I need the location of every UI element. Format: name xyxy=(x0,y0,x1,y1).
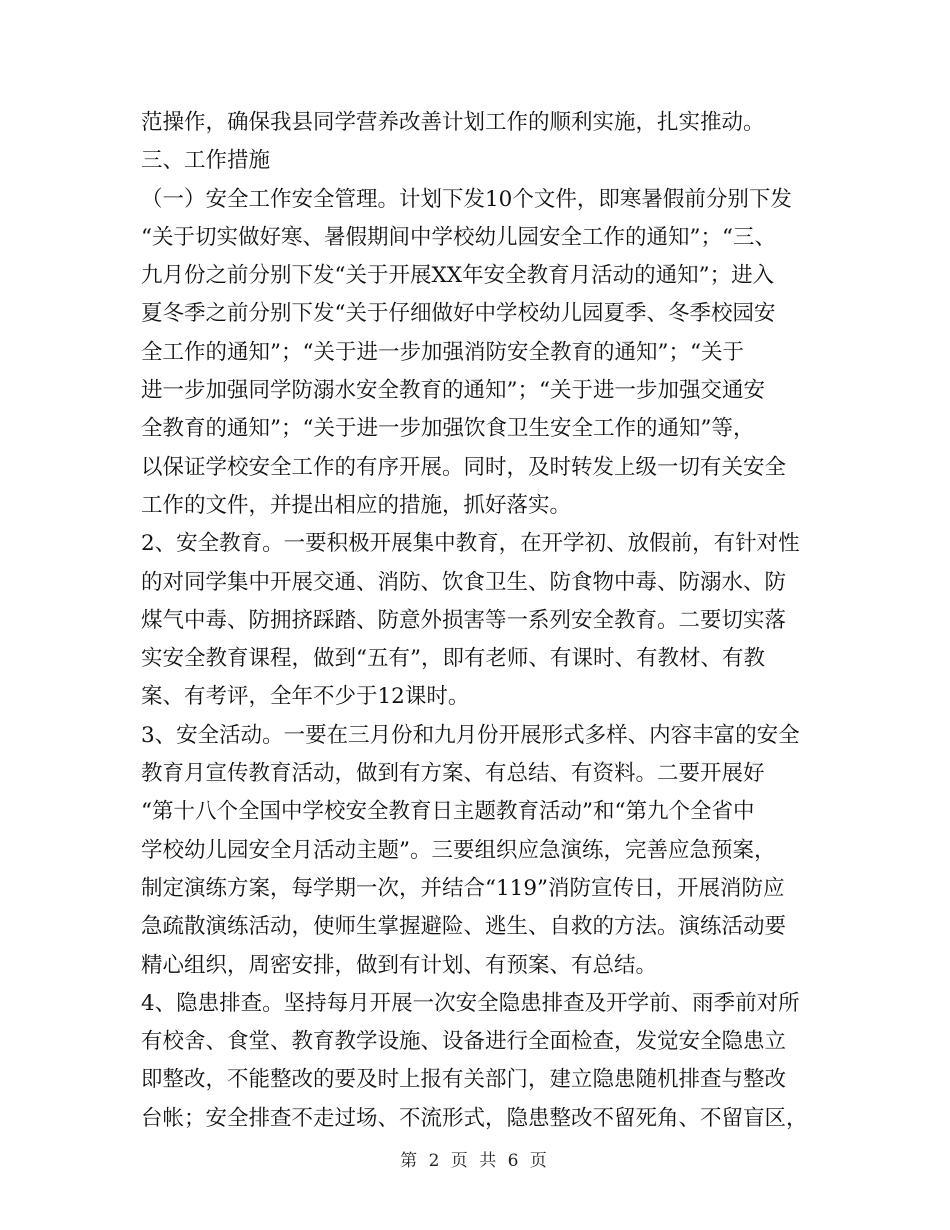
text-line: 教育月宣传教育活动，做到有方案、有总结、有资料。二要开展好 xyxy=(141,761,765,787)
text-line: 即整改，不能整改的要及时上报有关部门，建立隐患随机排查与整改 xyxy=(141,1067,787,1093)
text-line: 九月份之前分别下发“关于开展XX年安全教育月活动的通知”；进入 xyxy=(141,263,775,289)
text-line: 的对同学集中开展交通、消防、饮食卫生、防食物中毒、防溺水、防 xyxy=(141,569,787,595)
text-line: 有校舍、食堂、教育教学设施、设备进行全面检查，发觉安全隐患立 xyxy=(141,1029,787,1055)
section-heading: 三、工作措施 xyxy=(141,148,271,174)
page-number-footer: 第 2 页 共 6 页 xyxy=(400,1151,550,1171)
text-line: 工作的文件，并提出相应的措施，抓好落实。 xyxy=(141,492,572,518)
text-line: 案、有考评，全年不少于12课时。 xyxy=(141,684,470,710)
text-line: 进一步加强同学防溺水安全教育的通知”；“关于进一步加强交通安 xyxy=(141,378,765,404)
text-line: 精心组织，周密安排，做到有计划、有预案、有总结。 xyxy=(141,952,658,978)
text-line: （一）安全工作安全管理。计划下发10个文件，即寒暑假前分别下发 xyxy=(141,186,792,212)
text-line: 2、安全教育。一要积极开展集中教育，在开学初、放假前，有针对性 xyxy=(141,531,800,557)
text-line: 急疏散演练活动，使师生掌握避险、逃生、自救的方法。演练活动要 xyxy=(141,914,787,940)
text-line: 制定演练方案，每学期一次，并结合“119”消防宣传日，开展消防应 xyxy=(141,875,785,901)
text-line: 学校幼儿园安全月活动主题”。三要组织应急演练，完善应急预案， xyxy=(141,837,776,863)
text-line: “第十八个全国中学校安全教育日主题教育活动”和“第九个全省中 xyxy=(141,799,755,825)
text-line: 实安全教育课程，做到“五有”，即有老师、有课时、有教材、有教 xyxy=(141,646,765,672)
text-line: 夏冬季之前分别下发“关于仔细做好中学校幼儿园夏季、冬季校园安 xyxy=(141,301,776,327)
text-line: 4、隐患排查。坚持每月开展一次安全隐患排查及开学前、雨季前对所 xyxy=(141,990,800,1016)
text-line: 全教育的通知”；“关于进一步加强饮食卫生安全工作的通知”等， xyxy=(141,416,755,442)
text-line: 以保证学校安全工作的有序开展。同时，及时转发上级一切有关安全 xyxy=(141,454,787,480)
text-line: 3、安全活动。一要在三月份和九月份开展形式多样、内容丰富的安全 xyxy=(141,722,800,748)
text-line: “关于切实做好寒、暑假期间中学校幼儿园安全工作的通知”；“三、 xyxy=(141,224,776,250)
text-line: 台帐；安全排查不走过场、不流形式，隐患整改不留死角、不留盲区， xyxy=(141,1105,808,1131)
document-body xyxy=(141,104,821,1138)
text-line: 范操作，确保我县同学营养改善计划工作的顺利实施，扎实推动。 xyxy=(141,110,765,135)
text-line: 煤气中毒、防拥挤踩踏、防意外损害等一系列安全教育。二要切实落 xyxy=(141,607,787,633)
text-line: 全工作的通知”；“关于进一步加强消防安全教育的通知”；“关于 xyxy=(141,339,744,365)
